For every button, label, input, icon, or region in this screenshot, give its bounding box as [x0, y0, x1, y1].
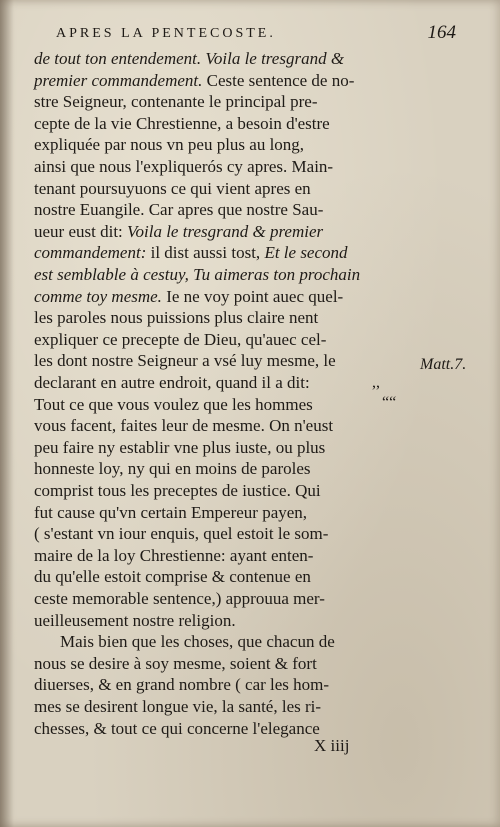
- roman-text: Ie ne voy point auec quel-: [161, 286, 344, 306]
- italic-text: comme toy mesme.: [34, 286, 162, 306]
- roman-text: Tout ce que vous voulez que les hommes: [34, 394, 313, 414]
- text-line: [34, 653, 317, 675]
- roman-text: tenant poursuyuons ce qui vient apres en: [34, 178, 311, 198]
- text-line: [34, 70, 354, 92]
- text-line: [34, 113, 330, 135]
- roman-text: maire de la loy Chrestienne: ayant enten-: [34, 545, 314, 565]
- text-line: [34, 350, 336, 372]
- text-line: [34, 394, 313, 416]
- text-line: [34, 221, 323, 243]
- roman-text: vous facent, faites leur de mesme. On n'eust: [34, 416, 334, 436]
- text-line: [34, 264, 360, 286]
- roman-text: expliquée par nous vn peu plus au long,: [34, 135, 305, 155]
- text-line: [34, 696, 321, 718]
- text-line: [34, 588, 325, 610]
- roman-text: il dist aussi tost,: [146, 243, 265, 263]
- roman-text: stre Seigneur, contenante le principal pre-: [34, 92, 318, 112]
- page-number: 164: [427, 22, 456, 43]
- roman-text: ueur eust dit:: [34, 221, 128, 241]
- roman-text: les dont nostre Seigneur a vsé luy mesme, le: [34, 351, 336, 371]
- text-line: [34, 91, 317, 113]
- roman-text: diuerses, & en grand nombre ( car les hom-: [34, 675, 330, 695]
- roman-text: nous se desire à soy mesme, soient & fort: [34, 653, 317, 673]
- catchword: X iiij: [314, 736, 350, 755]
- running-title: APRES LA PENTECOSTE.: [56, 26, 276, 41]
- roman-text: fut cause qu'vn certain Empereur payen,: [34, 502, 308, 522]
- text-line: [34, 178, 311, 200]
- roman-text: honneste loy, ny qui en moins de paroles: [34, 459, 311, 479]
- italic-text: Et le second: [264, 243, 348, 263]
- roman-text: Ceste sentence de no-: [202, 70, 355, 90]
- text-line: [34, 718, 320, 740]
- roman-text: mes se desirent longue vie, la santé, les ri-: [34, 697, 322, 716]
- italic-text: est semblable à cestuy, Tu aimeras ton prochain: [34, 265, 361, 284]
- roman-text: ceste memorable sentence,) approuua mer-: [34, 589, 325, 608]
- roman-text: declarant en autre endroit, quand il a dit:: [34, 373, 310, 392]
- text-line: [34, 502, 307, 524]
- roman-text: chesses, & tout ce qui concerne l'elegance: [34, 718, 320, 738]
- text-line: [34, 674, 329, 696]
- italic-text: de tout ton entendement. Voila le tresgrand &: [34, 49, 345, 68]
- text-line: [34, 610, 236, 632]
- roman-text: du qu'elle estoit comprise & contenue en: [34, 567, 311, 587]
- italic-text: commandement:: [34, 243, 147, 263]
- text-line: [34, 199, 323, 221]
- roman-text: les paroles nous puissions plus claire nent: [34, 308, 319, 328]
- roman-text: ueilleusement nostre religion.: [34, 610, 236, 630]
- running-head: [56, 22, 456, 46]
- text-line: [34, 286, 343, 308]
- margin-quote-mark: ,,: [372, 374, 380, 391]
- text-line: [34, 48, 344, 70]
- text-line: [34, 437, 325, 459]
- roman-text: cepte de la vie Chrestienne, a besoin d'estre: [34, 113, 330, 133]
- roman-text: Mais bien que les choses, que chacun de: [60, 632, 335, 652]
- roman-text: ainsi que nous l'expliquerós cy apres. Main-: [34, 157, 334, 176]
- italic-text: premier commandement.: [34, 70, 203, 90]
- margin-reference: Matt.7.: [420, 356, 467, 373]
- text-line: [60, 631, 335, 653]
- text-line: [34, 242, 348, 264]
- text-line: [34, 329, 326, 351]
- text-line: [34, 523, 328, 545]
- text-line: [34, 545, 313, 567]
- roman-text: comprist tous les preceptes de iustice. Qui: [34, 481, 321, 500]
- roman-text: nostre Euangile. Car apres que nostre Sau-: [34, 200, 324, 220]
- italic-text: Voila le tresgrand & premier: [127, 221, 324, 241]
- text-line: [34, 134, 304, 156]
- text-line: [34, 480, 321, 502]
- roman-text: peu faire ny establir vne plus iuste, ou plus: [34, 437, 326, 457]
- roman-text: expliquer ce precepte de Dieu, qu'auec cel-: [34, 329, 327, 349]
- text-line: [34, 415, 333, 437]
- text-line: [34, 156, 333, 178]
- roman-text: ( s'estant vn iour enquis, quel estoit le som-: [34, 524, 329, 544]
- text-line: [34, 372, 310, 394]
- text-line: [34, 566, 311, 588]
- text-line: [34, 307, 318, 329]
- text-line: [34, 458, 311, 480]
- gutter-shadow: [0, 0, 14, 827]
- margin-quote-mark: ““: [382, 394, 397, 411]
